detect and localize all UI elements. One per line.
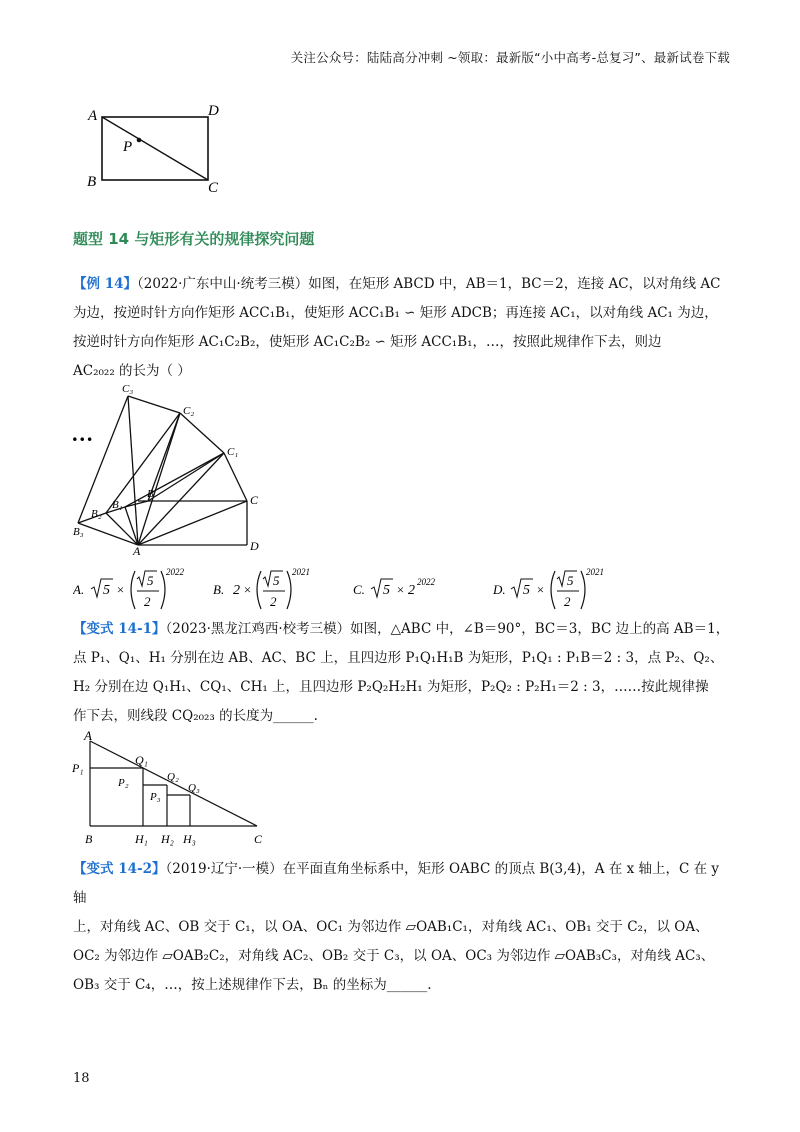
fig3-label-h1: H₁ bbox=[135, 832, 148, 846]
svg-text:2: 2 bbox=[144, 594, 151, 609]
fig1-label-p: P bbox=[123, 139, 133, 155]
svg-text:2: 2 bbox=[233, 583, 240, 598]
example-14-line-1: 【例 14】（2022·广东中山·统考三模）如图，在矩形 ABCD 中，AB＝1，BC＝2，连接 AC，以对角线 AC bbox=[73, 276, 721, 292]
fig1-label-c: C bbox=[208, 180, 219, 195]
fig3-label-c: C bbox=[254, 832, 263, 846]
fig1-label-b: B bbox=[87, 174, 97, 190]
choice-c-formula bbox=[353, 567, 483, 613]
fig2-label-c2: C₂ bbox=[183, 405, 195, 417]
fig3-label-q2: Q₂ bbox=[167, 771, 179, 783]
example-14-tag: 【例 14】 bbox=[73, 276, 137, 292]
variant-14-1-tag: 【变式 14-1】 bbox=[73, 621, 166, 637]
page-number: 18 bbox=[73, 1071, 90, 1086]
choice-b-formula bbox=[213, 567, 343, 613]
fig2-label-d: D bbox=[250, 539, 259, 553]
variant-14-2-line-3: OC₂ 为邻边作 ▱OAB₂C₂，对角线 AC₂、OB₂ 交于 C₃，以 OA、OC₃ 为邻边作 ▱OAB₃C₃，对角线 AC₃、 bbox=[73, 948, 715, 964]
variant-14-2-line-2: 上，对角线 AC、OB 交于 C₁，以 OA、OC₁ 为邻边作 ▱OAB₁C₁，对角线 AC₁、OB₁ 交于 C₂，以 OA、 bbox=[73, 919, 709, 935]
example-14-line-4: AC₂₀₂₂ 的长为（ ） bbox=[73, 363, 191, 379]
fig2-label-a: A bbox=[133, 544, 141, 555]
choice-d-formula bbox=[493, 567, 623, 613]
svg-text:D.: D. bbox=[493, 582, 506, 597]
fig3-label-p2: P₂ bbox=[118, 777, 129, 789]
svg-text:2021: 2021 bbox=[586, 567, 604, 577]
svg-text:×: × bbox=[116, 582, 125, 597]
fig3-label-p1: P₁ bbox=[72, 761, 84, 775]
variant-14-2-tag: 【变式 14-2】 bbox=[73, 861, 166, 877]
section-title: 题型 14 与矩形有关的规律探究问题 bbox=[73, 230, 315, 248]
svg-text:2: 2 bbox=[408, 583, 415, 598]
svg-text:×: × bbox=[396, 582, 405, 597]
svg-text:A.: A. bbox=[73, 582, 85, 597]
example-14-line-2: 为边，按逆时针方向作矩形 ACC₁B₁，使矩形 ACC₁B₁ ∽ 矩形 ADCB；再连接 AC₁，以对角线 AC₁ 为边， bbox=[73, 305, 718, 321]
svg-text:2022: 2022 bbox=[417, 577, 435, 587]
choice-a-formula bbox=[73, 567, 203, 613]
fig3-label-q3: Q₃ bbox=[188, 782, 200, 794]
variant-14-2-line-4: OB₃ 交于 C₄，…，按上述规律作下去，Bₙ 的坐标为______. bbox=[73, 977, 432, 993]
choice-d[interactable] bbox=[493, 567, 623, 617]
figure-spiral-rectangles bbox=[70, 383, 280, 555]
variant-14-2-line-1: 【变式 14-2】（2019·辽宁·一模）在平面直角坐标系中，矩形 OABC 的顶点 B(3,4)，A 在 x 轴上，C 在 y 轴 bbox=[73, 861, 720, 906]
svg-text:×: × bbox=[243, 582, 252, 597]
svg-text:5: 5 bbox=[523, 583, 530, 598]
choice-c[interactable] bbox=[353, 567, 483, 617]
svg-text:2: 2 bbox=[270, 594, 277, 609]
figure-rectangle-abcd bbox=[80, 100, 230, 195]
svg-text:2021: 2021 bbox=[292, 567, 310, 577]
fig2-label-c: C bbox=[250, 493, 259, 507]
fig2-label-b1: B₁ bbox=[112, 499, 123, 511]
fig2-label-c3: C₃ bbox=[122, 383, 134, 395]
fig1-label-a: A bbox=[88, 108, 98, 124]
page-header: 关注公众号：陆陆高分冲刺 ~领取：最新版“小中高考-总复习”、最新试卷下载 bbox=[290, 50, 730, 65]
fig3-label-h3: H₃ bbox=[183, 832, 196, 846]
variant-14-1-line-1: 【变式 14-1】（2023·黑龙江鸡西·校考三模）如图，△ABC 中，∠B＝90°，BC＝3，BC 边上的高 AB＝1， bbox=[73, 621, 730, 637]
variant-14-2 bbox=[73, 855, 735, 1000]
fig1-label-d: D bbox=[208, 103, 219, 119]
fig2-label-b3: B₃ bbox=[73, 526, 84, 538]
svg-text:5: 5 bbox=[147, 573, 154, 588]
fig2-ellipsis: … bbox=[72, 421, 94, 446]
variant-14-1 bbox=[73, 615, 735, 731]
fig3-label-a: A bbox=[84, 728, 92, 743]
variant-14-1-line-2: 点 P₁、Q₁、H₁ 分别在边 AB、AC、BC 上，且四边形 P₁Q₁H₁B 为矩形，P₁Q₁ : P₁B＝2 : 3，点 P₂、Q₂、 bbox=[73, 650, 724, 666]
svg-text:2: 2 bbox=[564, 594, 571, 609]
fig2-label-b: B bbox=[147, 488, 154, 500]
svg-text:5: 5 bbox=[567, 573, 574, 588]
fig3-label-q1: Q₁ bbox=[135, 753, 148, 767]
svg-text:5: 5 bbox=[273, 573, 280, 588]
fig2-label-b2: B₂ bbox=[91, 508, 102, 520]
fig3-label-b: B bbox=[85, 832, 93, 846]
svg-text:2022: 2022 bbox=[166, 567, 184, 577]
example-14 bbox=[73, 270, 735, 386]
svg-text:5: 5 bbox=[103, 583, 110, 598]
variant-14-1-line-3: H₂ 分别在边 Q₁H₁、CQ₁、CH₁ 上，且四边形 P₂Q₂H₂H₁ 为矩形，P₂Q₂ : P₂H₁＝2 : 3，……按此规律操 bbox=[73, 679, 709, 695]
variant-14-1-line-4: 作下去，则线段 CQ₂₀₂₃ 的长度为______. bbox=[73, 708, 318, 724]
figure-triangle-rectangles bbox=[70, 728, 280, 848]
fig3-label-h2: H₂ bbox=[161, 832, 174, 846]
svg-text:5: 5 bbox=[383, 583, 390, 598]
svg-text:C.: C. bbox=[353, 582, 365, 597]
svg-text:×: × bbox=[536, 582, 545, 597]
fig3-label-p3: P₃ bbox=[150, 791, 161, 803]
fig2-label-c1: C₁ bbox=[227, 446, 239, 458]
choice-b[interactable] bbox=[213, 567, 343, 617]
svg-text:B.: B. bbox=[213, 582, 225, 597]
choice-a[interactable] bbox=[73, 567, 203, 617]
example-14-line-3: 按逆时针方向作矩形 AC₁C₂B₂，使矩形 AC₁C₂B₂ ∽ 矩形 ACC₁B₁，…，按照此规律作下去，则边 bbox=[73, 334, 662, 350]
